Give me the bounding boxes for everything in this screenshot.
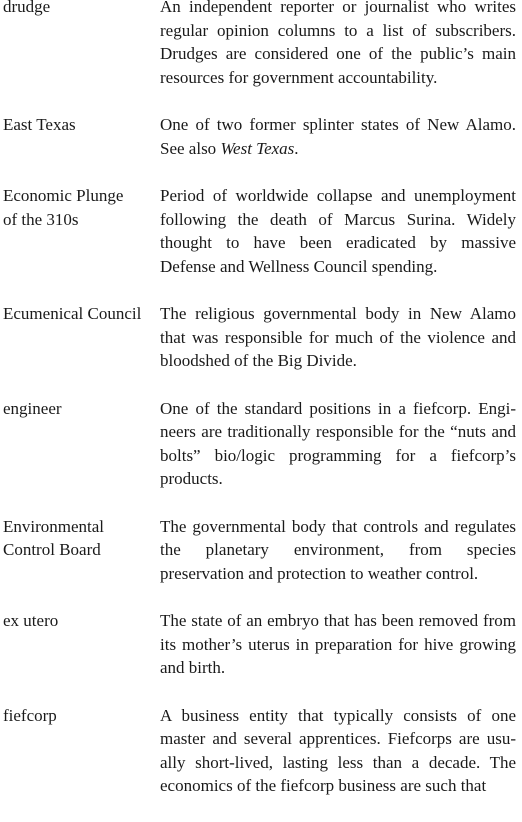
glossary-definition: Period of worldwide collapse and unemployment following the death of Marcus Surina. Widely thought to have been eradicated by massive Defense and Wellness Council spending. (160, 186, 516, 276)
glossary-term: East Texas (3, 115, 76, 134)
glossary-entry-engineer (0, 397, 522, 491)
term-line-2: Control Board (3, 540, 101, 559)
glossary-definition: The governmental body that controls and regulates the planetary environment, from species preservation and protection to weather control. (160, 516, 516, 583)
glossary-term: fiefcorp (3, 705, 57, 725)
term-line-1: Economic Plunge (3, 186, 124, 205)
glossary-entry-east-texas (0, 113, 522, 160)
glossary-entry-fiefcorp (0, 704, 522, 798)
glossary-definition: The religious governmental body in New Alamo that was responsible for much of the violence and bloodshed of the Big Divide. (160, 304, 516, 370)
glossary-definition: A business entity that typically consists of one master and several apprentices. Fiefcorps are usually short-lived, lasting less than a decade. The economics of the fiefcorp business are such that (160, 705, 516, 795)
see-also-reference: West Texas (220, 138, 295, 158)
glossary-term (0, 184, 160, 278)
term-line-2: of the 310s (3, 209, 79, 229)
glossary-definition: The state of an embryo that has been removed from its mother’s uterus in preparation for hive growing and birth. (160, 611, 516, 677)
glossary-definition (160, 113, 516, 160)
definition-end: . (294, 138, 299, 158)
glossary-entry-economic-plunge (0, 184, 522, 278)
glossary-entry-ecumenical-council (0, 302, 522, 373)
glossary-term: engineer (3, 398, 62, 418)
glossary-term (0, 515, 160, 586)
glossary-term: ex utero (3, 611, 59, 630)
glossary-entry-environmental-control-board (0, 515, 522, 586)
glossary-definition: One of the standard positions in a fiefcorp. Engineers are traditionally responsible for the “nuts and bolts” bio/logic programming for a fiefcorp’s products. (160, 398, 516, 488)
glossary-definition: An independent reporter or journalist who writes regular opinion columns to a list of subscribers. Drudges are considered one of the public’s main resources for government accountability. (160, 0, 516, 87)
glossary-term: Ecumenical Council (3, 304, 142, 323)
definition-text: One of two former splinter states of New Alamo. See also (160, 115, 516, 158)
glossary-entry-ex-utero (0, 609, 522, 680)
term-line-1: Environmental (3, 516, 105, 536)
glossary-term: drudge (3, 0, 51, 16)
glossary-entry-drudge (0, 0, 522, 89)
